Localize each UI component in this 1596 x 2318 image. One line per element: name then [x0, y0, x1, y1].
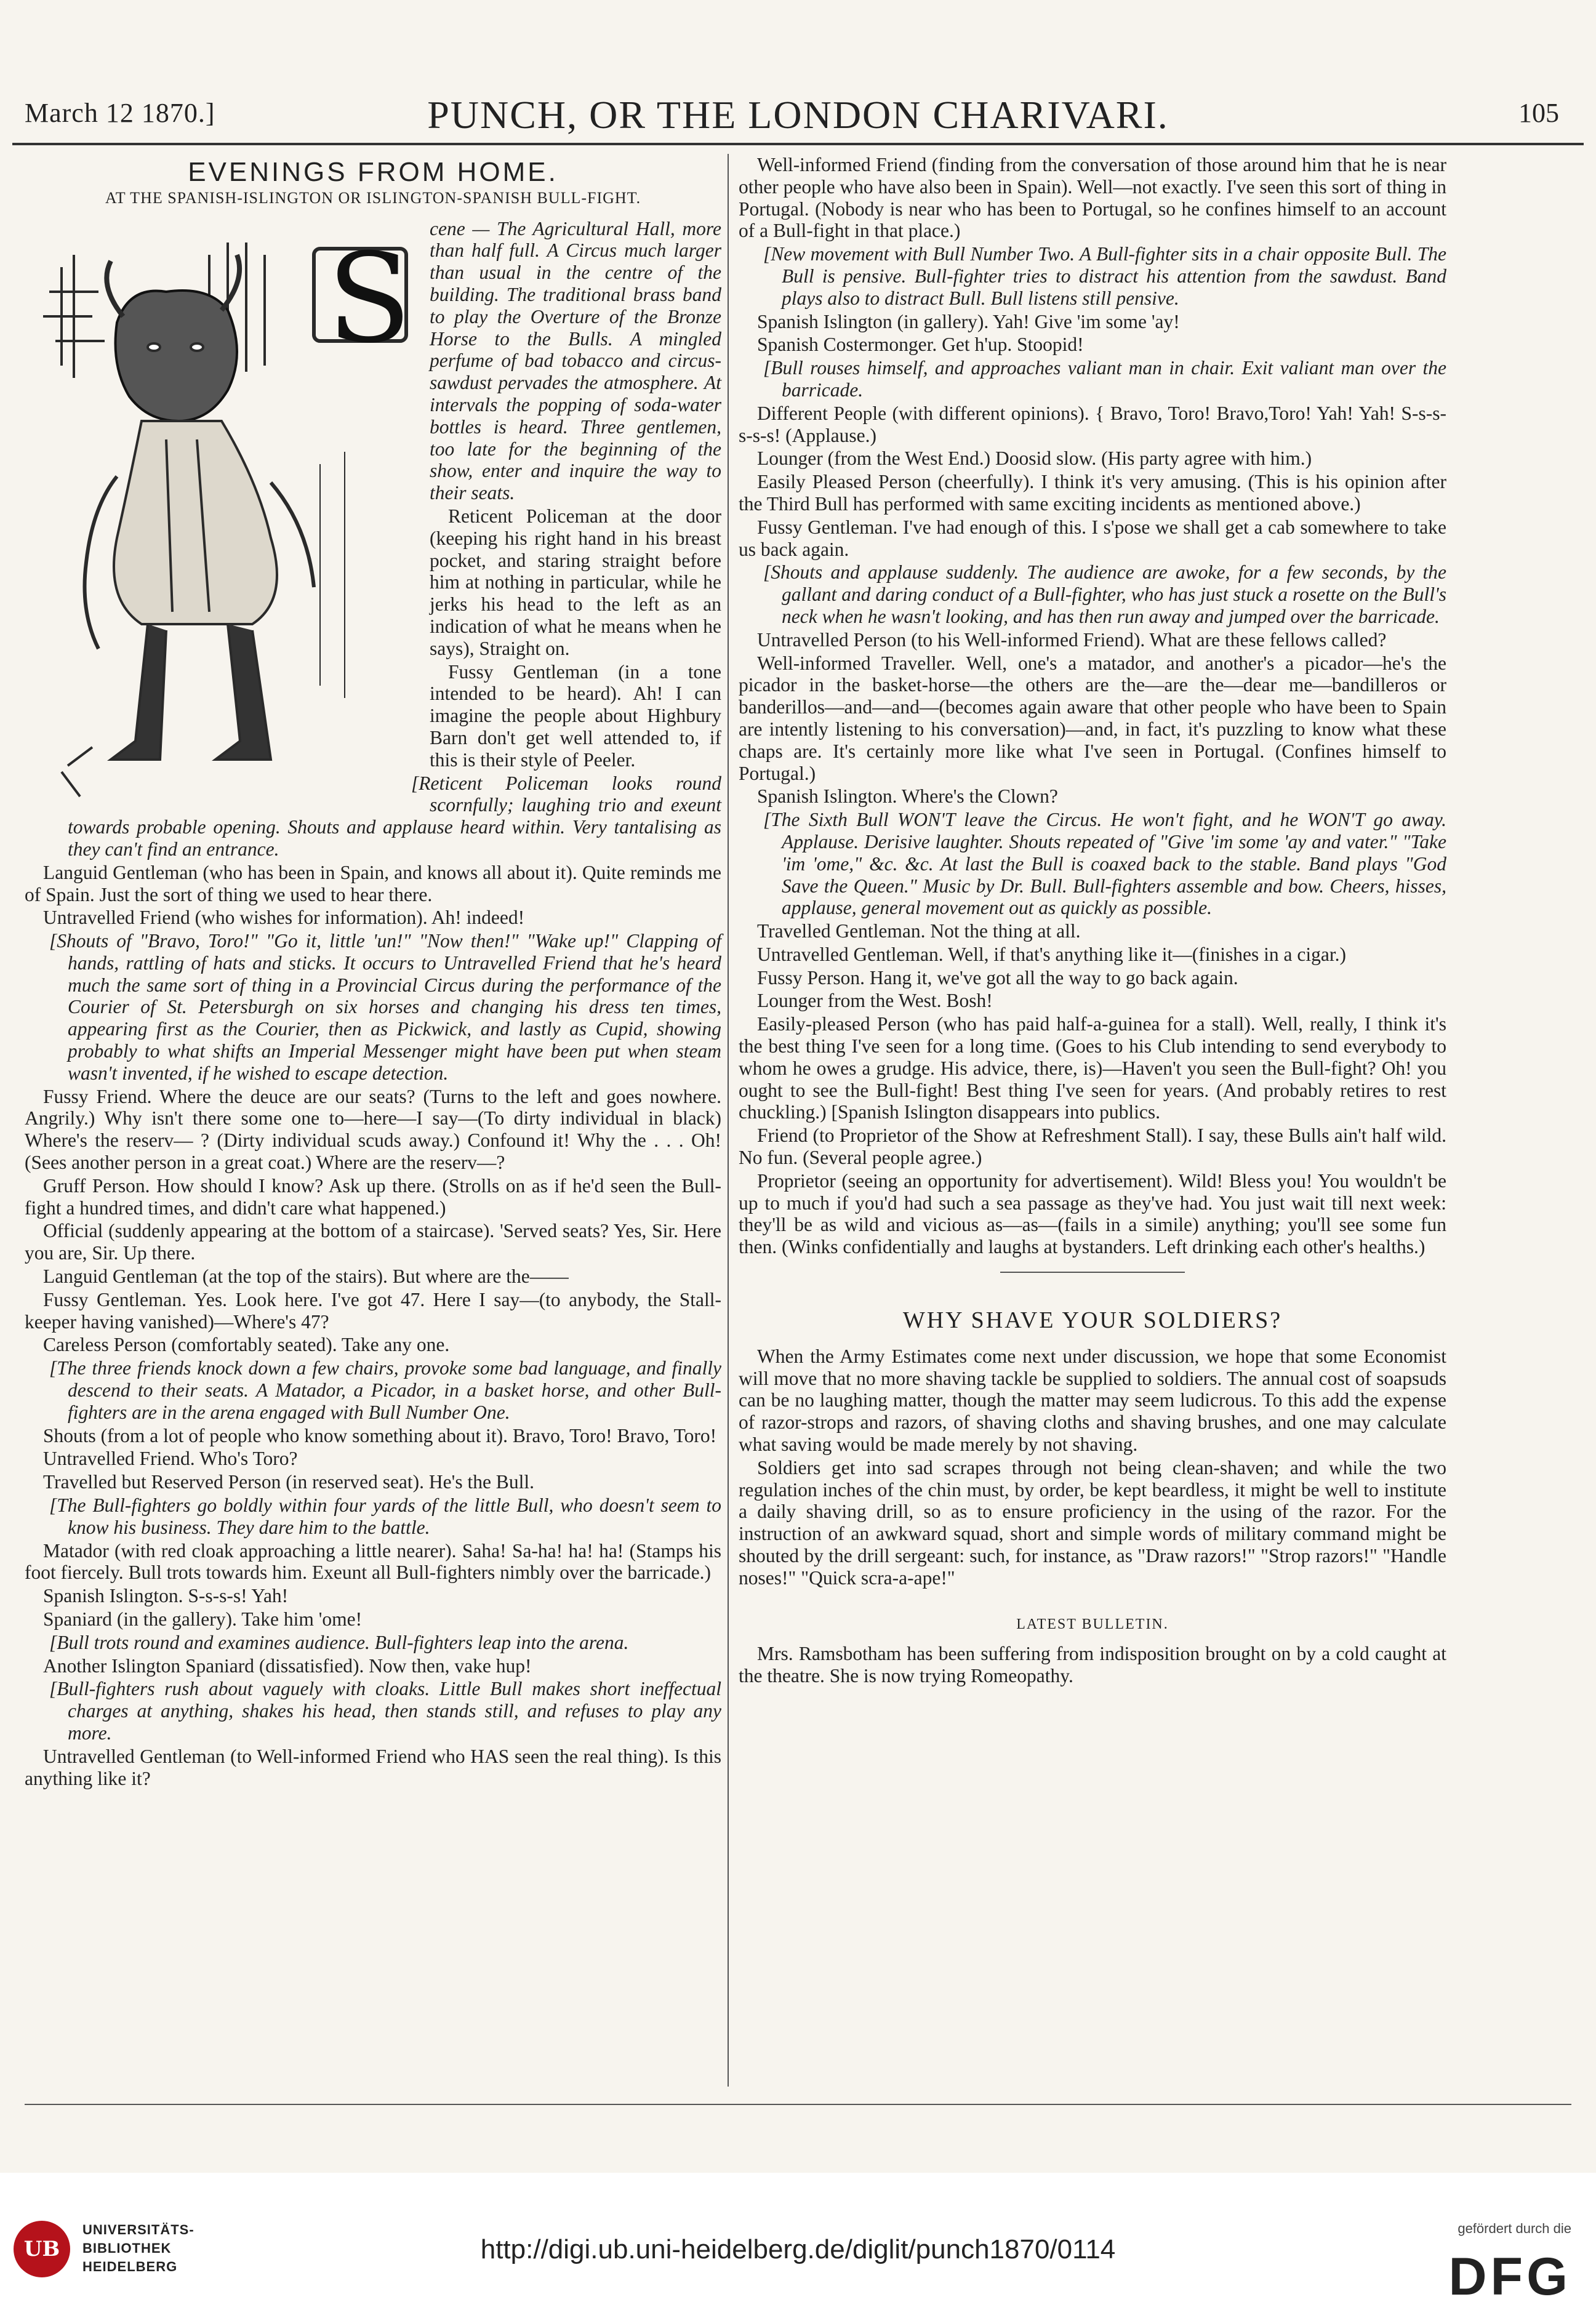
paragraph: Easily Pleased Person (cheerfully). I think it's very amusing. (This is his opinion after the Third Bull has performed with same exciting incidents as mentioned above.) [739, 471, 1446, 515]
footer-bar [0, 2210, 1596, 2318]
drop-cap-letter: S [327, 227, 412, 371]
article-intro: cene — The Agricultural Hall, more than half full. A Circus much larger than usual in the centre of the building. The traditional brass band to play the Overture of the Bronze Horse to the Bulls. A mingled perfume of bad tobacco and circus-sawdust pervades the atmosphere. At intervals the popping of soda-water bottles is heard. Three gentlemen, too late for the beginning of the show, enter and inquire the way to their seats. [430, 217, 721, 504]
paragraph: Languid Gentleman (at the top of the stairs). But where are the—— [43, 1265, 569, 1288]
article-end-rule [1000, 1272, 1185, 1273]
paragraph: [The three friends knock down a few chairs, provoke some bad language, and finally descend to their seats. A Matador, a Picador, in a basket horse, and other Bull-fighters are in the arena engaged with Bull Number One. [49, 1357, 721, 1423]
paragraph: [Reticent Policeman looks round scornfully; laughing trio and exeunt towards probable opening. Shouts and applause heard within. Very tantalising as they can't find an entrance. [68, 772, 721, 860]
paragraph: Another Islington Spaniard (dissatisfied). Now then, vake hup! [43, 1654, 532, 1677]
paragraph: Spaniard (in the gallery). Take him 'ome! [43, 1608, 363, 1630]
digital-library-url-link[interactable]: http://digi.ub.uni-heidelberg.de/diglit/punch1870/0114 [480, 2234, 1116, 2264]
paragraph: Fussy Friend. Where the deuce are our seats? (Turns to the left and goes nowhere. Angrily.) Why isn't there some one to—here—I say—(To dirty individual in black) Where's the reserv— ? (Dirty individual scuds away.) Confound it! Why the . . . Oh! (Sees another person in a great coat.) Where are the reserv—? [25, 1085, 721, 1174]
paragraph: [Bull rouses himself, and approaches valiant man in chair. Exit valiant man over the barricade. [763, 357, 1446, 401]
paragraph: [Bull-fighters rush about vaguely with cloaks. Little Bull makes short ineffectual charges at anything, shakes his head, then stands still, and refuses to play any more. [49, 1678, 721, 1744]
paragraph: Spanish Islington. Where's the Clown? [757, 785, 1058, 808]
sponsor-text: gefördert durch die [1458, 2221, 1571, 2236]
university-line-3: HEIDELBERG [82, 2259, 178, 2274]
paragraph: Travelled Gentleman. Not the thing at all. [757, 920, 1081, 942]
paragraph: [New movement with Bull Number Two. A Bull-fighter sits in a chair opposite Bull. The Bull is pensive. Bull-fighter tries to distract his attention from the sawdust. Band plays also to distract Bull. Bull listens still pensive. [763, 243, 1446, 309]
shave-paragraph-list [739, 1345, 1446, 1589]
paragraph: Official (suddenly appearing at the bottom of a staircase). 'Served seats? Yes, Sir. Here you are, Sir. Up there. [25, 1220, 721, 1264]
paragraph: Untravelled Friend (who wishes for information). Ah! indeed! [43, 907, 525, 929]
paragraph: Fussy Gentleman (in a tone intended to be heard). Ah! I can imagine the people about Highbury Barn don't get well attended to, if this is their style of Peeler. [430, 660, 721, 771]
paragraph: Well-informed Traveller. Well, one's a matador, and another's a picador—he's the picador in the basket-horse—the others are the—are the—dear me—bandilleros or banderillos—and—and—(becomes again aware that other people who have been to Spain are intently listening to his conversation)—and, in fact, it's puzzling to know what these chaps are. It's certainly more like what I've seen in Portugal. (Confines himself to Portugal.) [739, 652, 1446, 784]
university-line-1: UNIVERSITÄTS- [82, 2222, 194, 2237]
bull-illustration [25, 218, 419, 809]
paragraph: Reticent Policeman at the door (keeping his right hand in his breast pocket, and staring straight before him at nothing in particular, while he jerks his head to the left as an indication of what he means when he says), Straight on. [430, 505, 721, 659]
paragraph: Careless Person (comfortably seated). Take any one. [43, 1334, 450, 1356]
header-title: PUNCH, OR THE LONDON CHARIVARI. [427, 93, 1169, 137]
paragraph: Spanish Islington (in gallery). Yah! Give 'im some 'ay! [757, 310, 1180, 332]
paragraph: Soldiers get into sad scrapes through not being clean-shaven; and while the two regulation inches of the chin must, by order, be kept beardless, it might be well to institute a daily shaving drill, so as to ensure proficiency in the using of the razor. For the instruction of an awkward squad, short and simple words of military command might be shouted by the drill sergeant: such, for instance, as "Draw razors!" "Strop razors!" "Handle noses!" "Quick scra-a-ape!" [739, 1456, 1446, 1589]
paragraph: Spanish Islington. S-s-s-s! Yah! [43, 1585, 289, 1607]
paragraph: Languid Gentleman (who has been in Spain, and knows all about it). Quite reminds me of Spain. Just the sort of thing we used to hear there. [25, 861, 721, 905]
paragraph: Untravelled Gentleman. Well, if that's anything like it—(finishes in a cigar.) [757, 943, 1346, 965]
paragraph: Untravelled Friend. Who's Toro? [43, 1448, 298, 1470]
paragraph: [The Bull-fighters go boldly within four yards of the little Bull, who doesn't seem to know his business. They dare him to the battle. [49, 1494, 721, 1538]
paragraph: Spanish Costermonger. Get h'up. Stoopid! [757, 334, 1084, 356]
paragraph: [The Sixth Bull WON'T leave the Circus. He won't fight, and he WON'T go away. Applause. Derisive laughter. Shouts repeated of "Give 'im some 'ay and vater." "Take 'im 'ome," &c. &c. At last the Bull is coaxed back to the stable. Band plays "God Save the Queen." Music by Dr. Bull. Bull-fighters assemble and bow. Cheers, hisses, applause, general movement out as quickly as possible. [763, 809, 1446, 919]
paragraph: Fussy Gentleman. I've had enough of this. I s'pose we shall get a cab somewhere to take us back again. [739, 516, 1446, 560]
header-page-number: 105 [1518, 98, 1559, 128]
paragraph: Different People (with different opinions). { Bravo, Toro! Bravo,Toro! Yah! Yah! S-s-s-s-s-s! (Applause.) [739, 402, 1446, 446]
shave-title: WHY SHAVE YOUR SOLDIERS? [902, 1307, 1283, 1334]
column-divider [728, 154, 729, 2087]
right-paragraph-list [739, 154, 1446, 1258]
paragraph: Well-informed Friend (finding from the conversation of those around him that he is near other people who have also been in Spain). Well—not exactly. I've seen this sort of thing in Portugal. (Nobody is near who has been to Portugal, so he confines himself to an account of a Bull-fight in that place.) [739, 154, 1446, 242]
paragraph: [Shouts and applause suddenly. The audience are awoke, for a few seconds, by the gallant and daring conduct of a Bull-fighter, who has just stuck a rosette on the Bull's neck when he wasn't looking, and has then run away and jumped over the barricade. [763, 561, 1446, 627]
paragraph: Matador (with red cloak approaching a little nearer). Saha! Sa-ha! ha! ha! (Stamps his foot fiercely. Bull trots towards him. Exeunt all Bull-fighters nimbly over the barricade.) [25, 1539, 721, 1584]
header-rule [12, 143, 1584, 145]
page-header [12, 92, 1584, 142]
paragraph: Untravelled Person (to his Well-informed Friend). What are these fellows called? [757, 628, 1387, 651]
bulletin-title: LATEST BULLETIN. [1016, 1616, 1169, 1632]
dfg-logo: DFG [1448, 2247, 1571, 2306]
paragraph: Gruff Person. How should I know? Ask up there. (Strolls on as if he'd seen the Bull-fight a hundred times, and didn't care what happened.) [25, 1174, 721, 1219]
article-title: EVENINGS FROM HOME. [188, 157, 558, 187]
bull-drawing [25, 218, 419, 809]
paragraph: Lounger (from the West End.) Doosid slow. (His party agree with him.) [757, 447, 1312, 470]
paragraph: Lounger from the West. Bosh! [757, 990, 993, 1012]
paragraph: When the Army Estimates come next under discussion, we hope that some Economist will move that no more shaving tackle be supplied to soldiers. The annual cost of soapsuds can be no laughing matter, though the matter may seem ludicrous. To this add the expense of razor-strops and razors, of shaving cloths and shaving brushes, and one may calculate what saving would be made merely by not shaving. [739, 1345, 1446, 1456]
paragraph: Easily-pleased Person (who has paid half-a-guinea for a stall). Well, really, I think it's the best thing I've seen for a long time. (Goes to his Club intending to send everybody to whom he owes a grudge. His advice, there, is)—Haven't you seen the Bull-fight? Oh! you ought to see the Bull-fight! Best thing I've seen for years. (And probably retires to rest chuckling.) [Spanish Islington disappears into publics. [739, 1013, 1446, 1123]
logo-letters: UB [23, 2237, 60, 2261]
page-bottom-rule [25, 2104, 1571, 2105]
paragraph: Shouts (from a lot of people who know something about it). Bravo, Toro! Bravo, Toro! [43, 1424, 717, 1446]
paragraph: [Shouts of "Bravo, Toro!" "Go it, little 'un!" "Now then!" "Wake up!" Clapping of hands, rattling of hats and sticks. It occurs to Untravelled Friend that he's heard much the same sort of thing in a Provincial Circus during the performance of the Courier of St. Petersburgh on six horses and changing his dress ten times, appearing first as the Courier, then as Pickwick, and lastly as Cupid, showing probably to what shifts an Imperial Messenger might have been put when steam wasn't invented, if he wished to escape detection. [49, 930, 721, 1084]
paragraph: Untravelled Gentleman (to Well-informed Friend who HAS seen the real thing). Is this anything like it? [25, 1745, 721, 1789]
paragraph: Fussy Person. Hang it, we've got all the way to go back again. [757, 966, 1238, 989]
paragraph: Fussy Gentleman. Yes. Look here. I've got 47. Here I say—(to anybody, the Stall-keeper having vanished)—Where's 47? [25, 1288, 721, 1333]
university-line-2: BIBLIOTHEK [82, 2240, 172, 2256]
header-date: March 12 1870.] [25, 98, 215, 128]
left-column [25, 154, 721, 1791]
right-column [739, 154, 1446, 1688]
bulletin-text: Mrs. Ramsbotham has been suffering from indisposition brought on by a cold caught at the theatre. She is now trying Romeopathy. [739, 1643, 1446, 1687]
article-subtitle: AT THE SPANISH-ISLINGTON OR ISLINGTON-SPANISH BULL-FIGHT. [105, 188, 641, 207]
paragraph: Friend (to Proprietor of the Show at Refreshment Stall). I say, these Bulls ain't half wild. No fun. (Several people agree.) [739, 1125, 1446, 1169]
paragraph: Proprietor (seeing an opportunity for advertisement). Wild! Bless you! You wouldn't be up to much if you'd had such a sea passage as they've had. You just wait till next week: they'll be as wild and vicious as—as—(fails in a simile) anything; you'll see some fun then. (Winks confidentially and laughs at bystanders. Left drinking each other's healths.) [739, 1169, 1446, 1258]
paragraph: Travelled but Reserved Person (in reserved seat). He's the Bull. [43, 1471, 534, 1493]
paragraph: [Bull trots round and examines audience. Bull-fighters leap into the arena. [49, 1631, 629, 1653]
